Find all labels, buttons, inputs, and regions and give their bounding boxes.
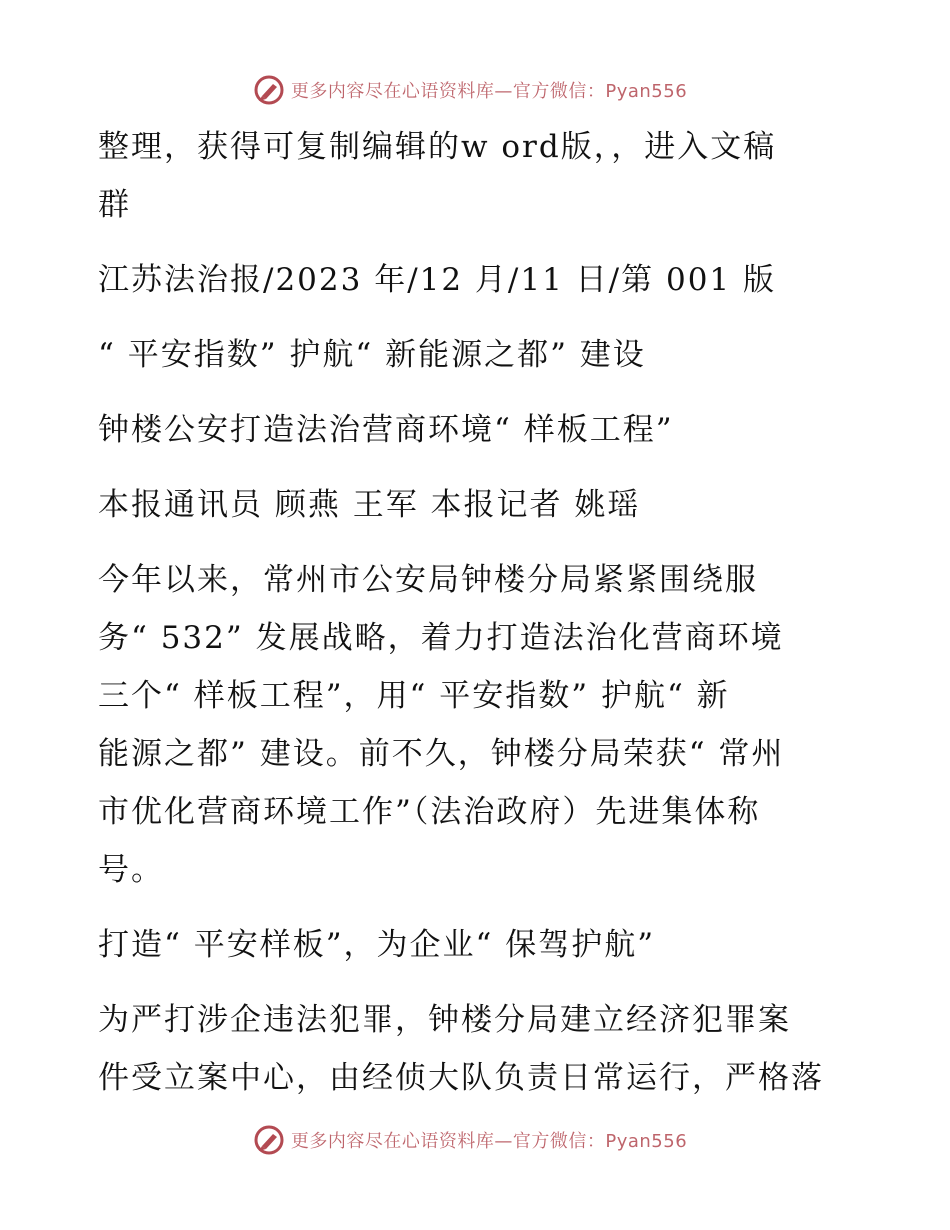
watermark-text: 更多内容尽在心语资料库—官方微信：Pyan556 [290,1131,688,1152]
intro-line-2: 群 [98,187,131,223]
headline-main: “ 平安指数” 护航“ 新能源之都” 建设 [98,337,646,373]
paragraph-1-line-6: 号。 [98,852,164,888]
top-watermark-banner [0,70,950,110]
pen-nib-logo-icon [253,74,285,106]
paragraph-1-line-1: 今年以来，常州市公安局钟楼分局紧紧围绕服 [98,562,758,598]
paragraph-1-line-2: 务“ 532” 发展战略，着力打造法治化营商环境 [98,620,784,656]
section-heading: 打造“ 平安样板”，为企业“ 保驾护航” [98,927,656,963]
paragraph-1-line-3: 三个“ 样板工程”，用“ 平安指数” 护航“ 新 [98,678,730,714]
byline: 本报通讯员 顾燕 王军 本报记者 姚瑶 [98,487,641,523]
source-line: 江苏法治报/2023 年/12 月/11 日/第 001 版 [98,262,777,298]
bottom-watermark-banner [0,1120,950,1160]
pen-nib-logo-icon [253,1124,285,1156]
paragraph-2-line-2: 件受立案中心，由经侦大队负责日常运行，严格落 [98,1060,824,1096]
intro-line-1: 整理，获得可复制编辑的w ord版，，进入文稿 [98,129,777,165]
headline-sub: 钟楼公安打造法治营商环境“ 样板工程” [98,412,674,448]
document-body [98,118,858,1107]
watermark-text: 更多内容尽在心语资料库—官方微信：Pyan556 [290,81,688,102]
paragraph-2-line-1: 为严打涉企违法犯罪，钟楼分局建立经济犯罪案 [98,1002,791,1038]
paragraph-1-line-5: 市优化营商环境工作”（法治政府）先进集体称 [98,794,761,830]
paragraph-1-line-4: 能源之都” 建设。前不久，钟楼分局荣获“ 常州 [98,736,785,772]
